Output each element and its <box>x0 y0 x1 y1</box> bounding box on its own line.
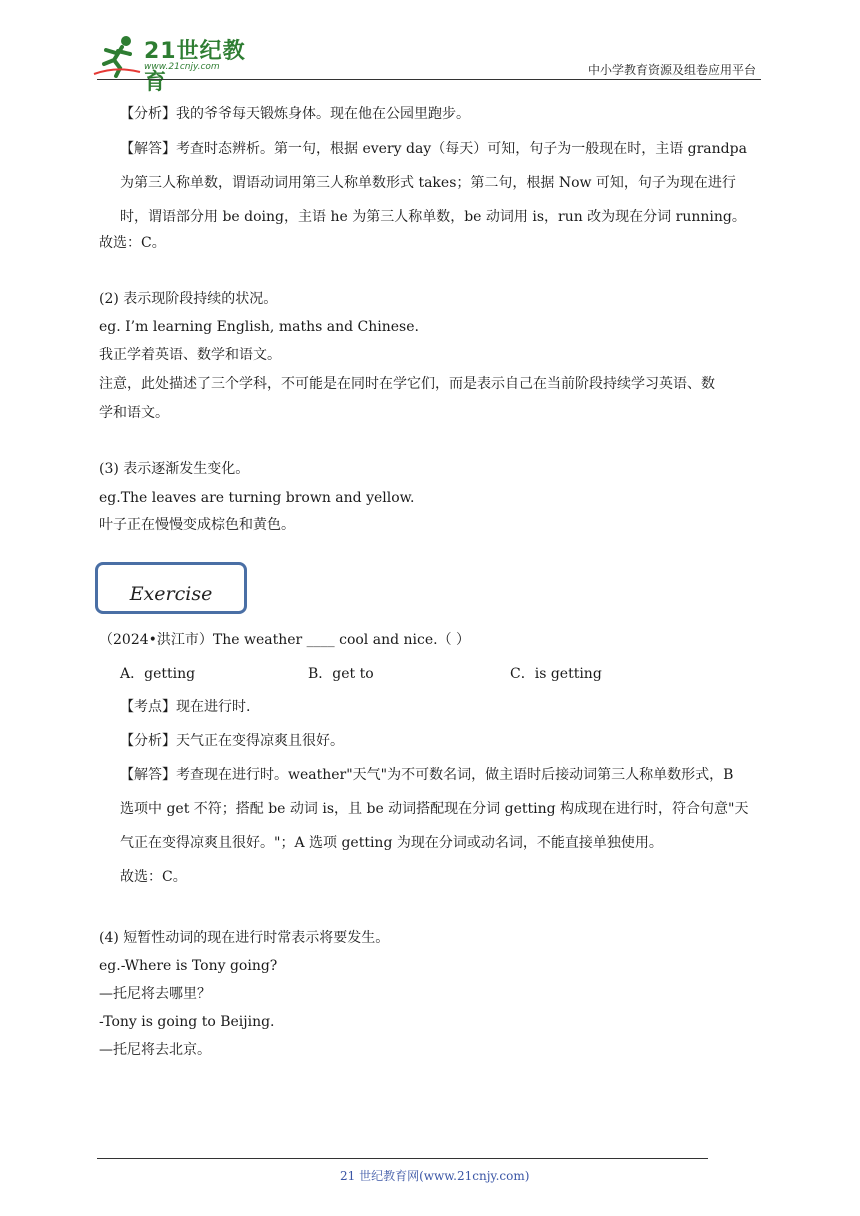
site-logo <box>92 34 262 95</box>
logo-name: 21世纪教育 <box>144 39 246 95</box>
exercise-answer-3: 气正在变得凉爽且很好。"；A 选项 getting 为现在分词或动名词，不能直接单独使用。 <box>120 835 663 851</box>
option-a: A．getting <box>120 666 196 682</box>
exercise-answer-2: 选项中 get 不符；搭配 be 动词 is，且 be 动词搭配现在分词 getting 构成现在进行时，符合句意"天 <box>120 801 749 817</box>
section-3-heading: (3) 表示逐渐发生变化。 <box>99 461 250 477</box>
answer-line-2: 为第三人称单数，谓语动词用第三人称单数形式 takes；第二句，根据 Now 可知，句子为现在进行 <box>120 175 736 191</box>
section-4-heading: (4) 短暂性动词的现在进行时常表示将要发生。 <box>99 930 390 946</box>
choice-text: 故选：C。 <box>99 235 166 251</box>
option-c: C．is getting <box>510 666 602 682</box>
exercise-answer-1: 【解答】考查现在进行时。weather"天气"为不可数名词，做主语时后接动词第三人称单数形式，B <box>120 767 734 783</box>
exercise-kaodian: 【考点】现在进行时. <box>120 699 251 715</box>
answer-line-1: 【解答】考查时态辨析。第一句，根据 every day（每天）可知，句子为一般现在时，主语 grandpa <box>120 141 747 157</box>
section-3-translation: 叶子正在慢慢变成棕色和黄色。 <box>99 517 295 533</box>
logo-url: www.21cnjy.com <box>144 62 220 72</box>
exercise-question: （2024•洪江市）The weather ____ cool and nice.（ ） <box>99 632 471 648</box>
exercise-box <box>95 562 247 614</box>
section-2-example: eg. I’m learning English, maths and Chinese. <box>99 319 419 335</box>
section-2-note-1: 注意，此处描述了三个学科，不可能是在同时在学它们，而是表示自己在当前阶段持续学习英语、数 <box>99 376 715 392</box>
runner-logo-icon <box>92 34 142 78</box>
footer-divider <box>97 1158 708 1159</box>
exercise-label: Exercise <box>129 583 213 605</box>
section-4-example-1: eg.-Where is Tony going? <box>99 958 278 974</box>
option-b: B．get to <box>308 666 374 682</box>
platform-title: 中小学教育资源及组卷应用平台 <box>587 63 756 77</box>
section-4-example-2: -Tony is going to Beijing. <box>99 1014 275 1030</box>
footer-link[interactable]: 21 世纪教育网(www.21cnjy.com) <box>340 1169 530 1183</box>
section-2-heading: (2) 表示现阶段持续的状况。 <box>99 291 278 307</box>
section-2-translation: 我正学着英语、数学和语文。 <box>99 347 281 363</box>
analysis-text: 【分析】我的爷爷每天锻炼身体。现在他在公园里跑步。 <box>120 106 470 122</box>
section-2-note-2: 学和语文。 <box>99 405 169 421</box>
exercise-choice: 故选：C。 <box>120 869 187 885</box>
section-3-example: eg.The leaves are turning brown and yellow. <box>99 490 415 506</box>
section-4-translation-1: —托尼将去哪里？ <box>99 986 211 1002</box>
exercise-analysis: 【分析】天气正在变得凉爽且很好。 <box>120 733 344 749</box>
section-4-translation-2: —托尼将去北京。 <box>99 1042 211 1058</box>
header-divider <box>97 79 761 80</box>
answer-line-3: 时，谓语部分用 be doing，主语 he 为第三人称单数，be 动词用 is，run 改为现在分词 running。 <box>120 209 746 225</box>
